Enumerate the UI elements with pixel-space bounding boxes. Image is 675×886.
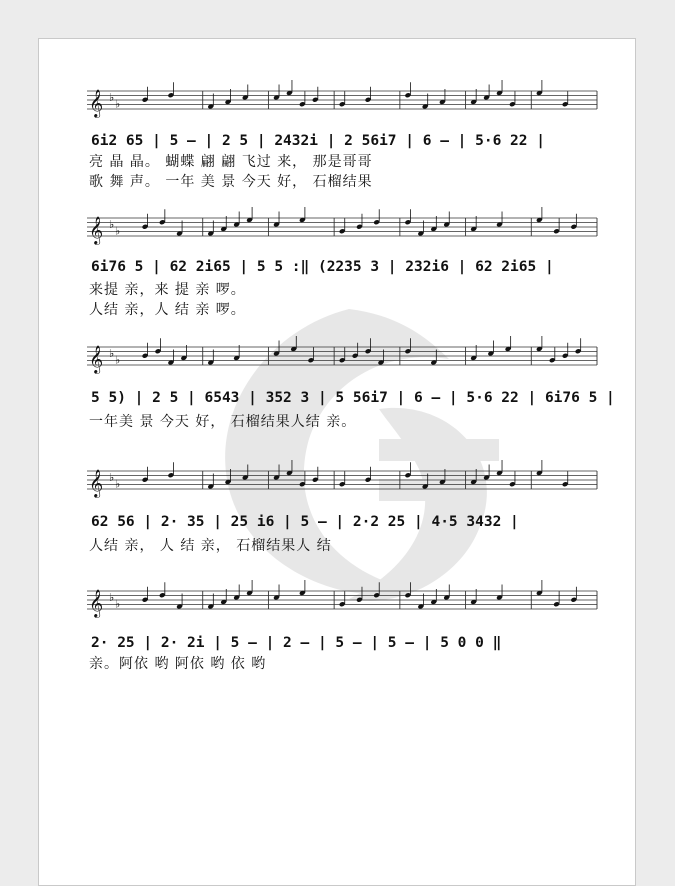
flat-sign-icon: ♭	[109, 217, 115, 231]
flat-sign-icon: ♭	[115, 224, 121, 238]
treble-clef-icon: 𝄞	[89, 345, 104, 373]
treble-clef-icon: 𝄞	[89, 216, 104, 244]
jianpu-line-5: 2· 25 | 2· 2i | 5 – | 2 – | 5 – | 5 – | 5 0 0 ‖	[91, 635, 502, 651]
treble-clef-icon: 𝄞	[89, 589, 104, 617]
staff-system-1	[87, 89, 597, 117]
lyric-line-1a: 亮 晶 晶。 蝴蝶 翩 翩 飞过 来， 那是哥哥	[89, 154, 373, 170]
jianpu-line-1: 6i2 65 | 5 – | 2 5 | 2432i | 2 56i7 | 6 – | 5·6 22 |	[91, 133, 545, 149]
lyric-line-4: 人结 亲， 人 结 亲， 石榴结果人 结	[89, 538, 332, 554]
lyric-line-3: 一年美 景 今天 好， 石榴结果人结 亲。	[89, 414, 357, 430]
flat-sign-icon: ♭	[115, 97, 121, 111]
jianpu-line-3: 5 5) | 2 5 | 6543 | 352 3 | 5 56i7 | 6 – | 5·6 22 | 6i76 5 |	[91, 390, 615, 406]
staff-system-2	[87, 216, 597, 244]
lyric-line-5: 亲。阿依 哟 阿依 哟 依 哟	[89, 656, 267, 672]
lyric-line-1b: 歌 舞 声。 一年 美 景 今天 好， 石榴结果	[89, 174, 373, 190]
flat-sign-icon: ♭	[115, 597, 121, 611]
flat-sign-icon: ♭	[109, 346, 115, 360]
score-page	[38, 38, 636, 886]
lyric-line-2a: 来提 亲，来 提 亲 啰。	[89, 282, 246, 298]
flat-sign-icon: ♭	[109, 90, 115, 104]
lyric-line-2b: 人结 亲，人 结 亲 啰。	[89, 302, 246, 318]
flat-sign-icon: ♭	[109, 590, 115, 604]
jianpu-line-4: 62 56 | 2· 35 | 25 i6 | 5 – | 2·2 25 | 4·5 3432 |	[91, 514, 519, 530]
treble-clef-icon: 𝄞	[89, 469, 104, 497]
staff-system-4	[87, 469, 597, 497]
treble-clef-icon: 𝄞	[89, 89, 104, 117]
staff-system-3	[87, 345, 597, 373]
flat-sign-icon: ♭	[109, 470, 115, 484]
flat-sign-icon: ♭	[115, 353, 121, 367]
jianpu-line-2: 6i76 5 | 62 2i65 | 5 5 :‖ (2235 3 | 232i6 | 62 2i65 |	[91, 259, 554, 275]
staff-system-5	[87, 589, 597, 617]
flat-sign-icon: ♭	[115, 477, 121, 491]
